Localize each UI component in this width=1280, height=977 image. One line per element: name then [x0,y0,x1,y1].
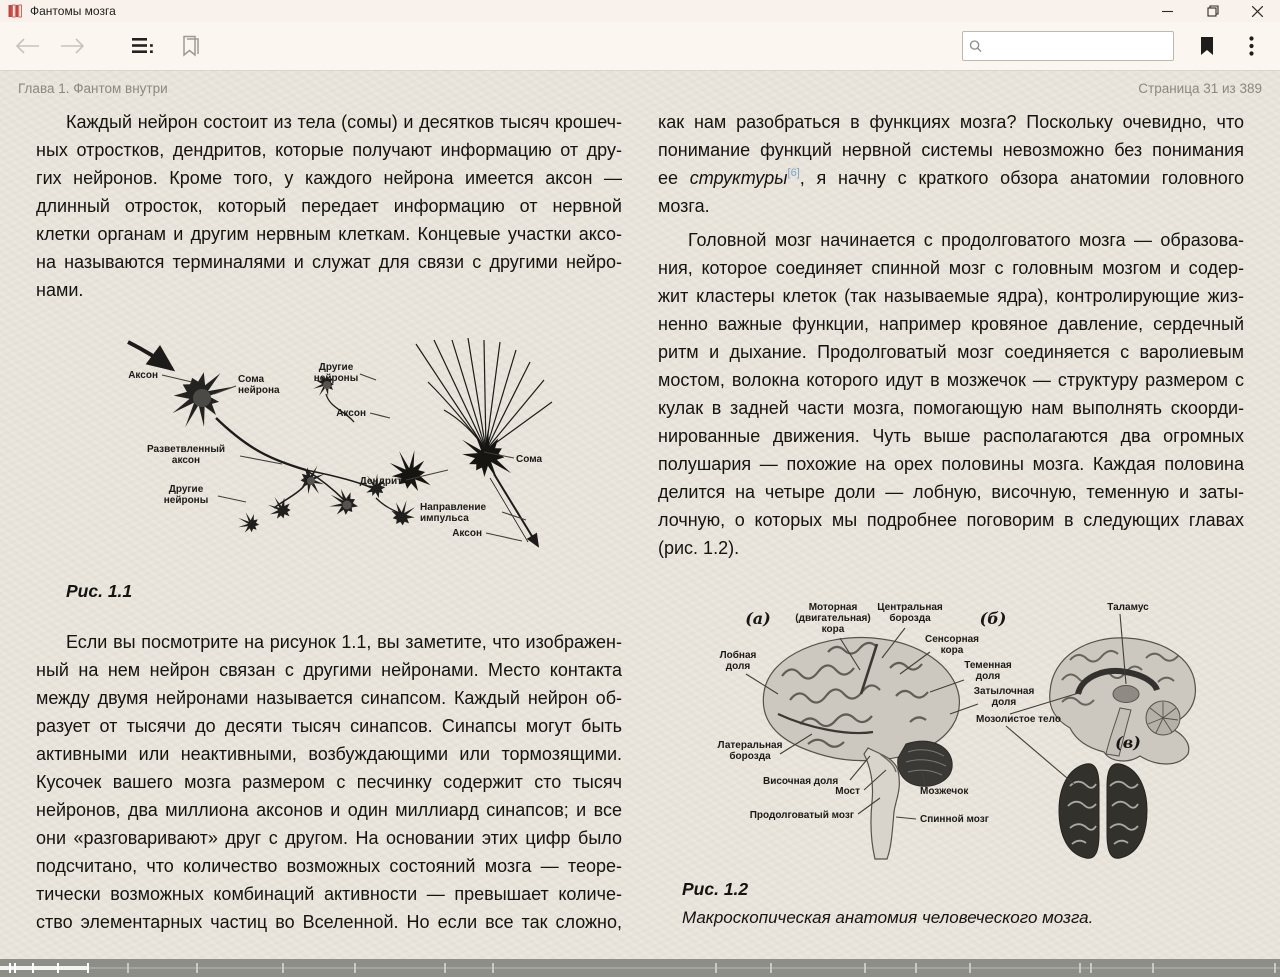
text-line: понимание функций нервной системы невозможно без понимания [658,140,1244,160]
neuron-shape [329,489,358,515]
figure-label: Сома нейрона [238,374,280,396]
chapter-tick [715,963,717,973]
figure-label: Аксон [128,370,158,381]
text-line: Если вы посмотрите на рисунок 1.1, вы заметите, что изображен- [66,632,622,652]
chapter-tick [770,963,772,973]
text-line: как нам разобраться в функциях мозга? Поскольку очевидно, что [658,112,1244,132]
chapter-tick [9,963,11,973]
text-line: полушария — похожие на орех половины мозга. Каждая половина [658,454,1244,474]
chapter-tick [915,963,917,973]
scrubber-track [0,967,1280,969]
text-line: мозга. [658,196,710,216]
text-line: лочную, о которых мы подробнее поговорим в следующих главах [658,510,1244,530]
chapter-tick [969,963,971,973]
figure-label: Спинной мозг [920,814,989,825]
chapter-tick [354,963,356,973]
reading-progress-scrubber[interactable] [0,959,1280,977]
text-line: активными или неактивными, возбуждающими или тормозящими. [36,744,622,764]
table-of-contents-icon[interactable] [126,29,160,63]
figure-label: Теменная доля [964,660,1012,682]
text-line: нейронов, два миллиона аксонов и один миллиард синапсов; и все [36,800,622,820]
text-line: тически возможных комбинаций активности — превышает количе- [36,884,622,904]
right-page-column [658,108,1244,936]
label-leader-line [486,533,522,541]
text-line: клетки органам и другим нервным клеткам. Концевые участки аксо- [36,224,622,244]
search-box [962,31,1174,61]
chapter-tick [87,963,89,973]
minimize-button[interactable] [1145,0,1190,22]
chapter-tick [1079,963,1081,973]
label-leader-line [1006,726,1074,784]
text-line: разует от тысячи до десяти тысяч синапсов. Синапсы могут быть [36,716,622,736]
search-input[interactable] [987,38,1167,55]
toolbar [0,22,1280,71]
chapter-tick [57,963,59,973]
paragraph [658,108,1244,220]
text-line: нами. [36,280,84,300]
chapter-tick [1274,963,1276,973]
text-line: гих нейронов. Кроме того, у каждого нейрона имеется аксон — [36,168,622,188]
brain-anatomy-diagram [658,596,1228,864]
figure-label: Другие нейроны [313,362,359,384]
figure-label: Латеральная борозда [717,740,783,762]
scrubber-progress [0,966,88,970]
figure-label: Сенсорная кора [924,634,980,656]
paragraph [658,226,1244,562]
figure-label: (б) [979,609,1007,628]
chapter-tick [14,963,16,973]
chapter-tick [32,963,34,973]
figure-label: Центральная борозда [877,602,943,624]
chapter-tick [127,963,129,973]
page-indicator: Страница 31 из 389 [1138,81,1262,96]
window-title: Фантомы мозга [30,4,116,18]
figure-label: Мозолистое тело [976,714,1061,725]
neuron-shape [268,497,291,519]
figure-label: Направление импульса [420,502,487,524]
label-leader-line [370,413,390,418]
figure-label: Мост [835,786,860,797]
back-button[interactable] [10,29,44,63]
text-line: ее структуры[6], я начну с краткого обзора анатомии головного [658,167,1244,188]
figure-label: Продолговатый мозг [749,810,854,821]
breadcrumb-chapter[interactable]: Глава 1. Фантом внутри [18,81,168,96]
figure-label: Дендрит [359,476,402,487]
text-line: ный на нем нейрон связан с другими нейронами. Место контакта [36,660,622,680]
text-line: ния, которое соединяет спинной мозг с головным мозгом и содер- [658,258,1244,278]
text-line: жит кластеры клеток (так называемые ядра), контролирующие жиз- [658,286,1244,306]
neuron-shape [462,428,511,480]
reading-area [0,71,1280,977]
figure-1-2 [658,596,1244,869]
neuron-diagram [114,338,554,568]
text-line: кулак в задней части мозга, помогающую нам выполнять скоорди- [658,398,1244,418]
text-line: на называются терминалями и служат для связи с другими нейро- [36,252,622,272]
bookmarks-list-icon[interactable] [174,29,208,63]
left-page-column [36,108,622,936]
text-line: (рис. 1.2). [658,538,740,558]
paragraph [36,108,622,304]
figure-1-2-caption: Рис. 1.2 [682,879,749,899]
figure-label: Разветвленный аксон [146,444,226,466]
text-line: длинный отросток, который передает информацию от нервной [36,196,622,216]
chapter-tick [492,963,494,973]
figure-label: Аксон [452,528,482,539]
label-leader-line [360,374,376,380]
text-line: ных отростков, дендритов, которые получают информацию от дру- [36,140,622,160]
title-bar [0,0,1280,22]
figure-label: Сома [516,454,543,465]
label-leader-line [162,375,192,382]
text-line: Кусочек вашего мозга размером с песчинку содержит сто тысяч [36,772,622,792]
text-line: нированные движения. Чуть выше располагаются два огромных [658,426,1244,446]
search-icon [969,39,982,53]
figure-label: Мозжечок [920,786,969,797]
chapter-tick [1090,963,1092,973]
restore-button[interactable] [1190,0,1235,22]
chapter-tick [1152,963,1154,973]
figure-label: Затылочная доля [973,686,1035,708]
figure-label: Височная доля [763,776,839,787]
text-line: делится на четыре доли — лобную, височную, теменную и заты- [658,482,1244,502]
neuron-shape [391,500,415,525]
text-line: подсчитано, что количество возможных состояний мозга — теоре- [36,856,622,876]
figure-1-1-caption: Рис. 1.1 [66,581,133,601]
neuron-shape [238,512,259,532]
bookmark-icon[interactable] [1190,29,1224,63]
figure-label: Аксон [336,408,366,419]
figure-label: (а) [745,609,771,628]
chapter-tick [282,963,284,973]
figure-1-2-subcaption: Макроскопическая анатомия человеческого мозга. [682,908,1094,927]
figure-label: Другие нейроны [163,484,209,506]
chapter-tick [196,963,198,973]
app-book-icon [8,4,22,18]
text-line: ство элементарных частиц во Вселенной. Но если все так сложно, [36,912,622,932]
paragraph [36,628,622,936]
chapter-tick [444,963,446,973]
text-line: ненно важные функции, например кровяное давление, сердечный [658,314,1244,334]
forward-button[interactable] [56,29,90,63]
label-leader-line [896,817,916,819]
figure-1-1 [114,338,622,573]
text-line: они «разговаривают» друг с другом. На основании этих цифр было [36,828,622,848]
text-line: ритм и дыхание. Продолговатый мозг соединяется с варолиевым [658,342,1244,362]
figure-label: Таламус [1107,602,1149,613]
chapter-tick [864,963,866,973]
menu-dots-icon[interactable] [1234,29,1268,63]
figure-label: Лобная доля [719,650,757,672]
close-button[interactable] [1235,0,1280,22]
figure-label: (в) [1115,733,1141,752]
text-line: между двумя нейронами называется синапсом. Каждый нейрон об- [36,688,622,708]
text-line: мостом, волокна которого идут в мозжечок — структуру размером с [658,370,1244,390]
figure-label: Моторная (двигательная) кора [795,602,871,635]
text-line: Головной мозг начинается с продолговатого мозга — образова- [688,230,1244,250]
label-leader-line [218,496,246,502]
text-line: Каждый нейрон состоит из тела (сомы) и десятков тысяч крошеч- [66,112,622,132]
